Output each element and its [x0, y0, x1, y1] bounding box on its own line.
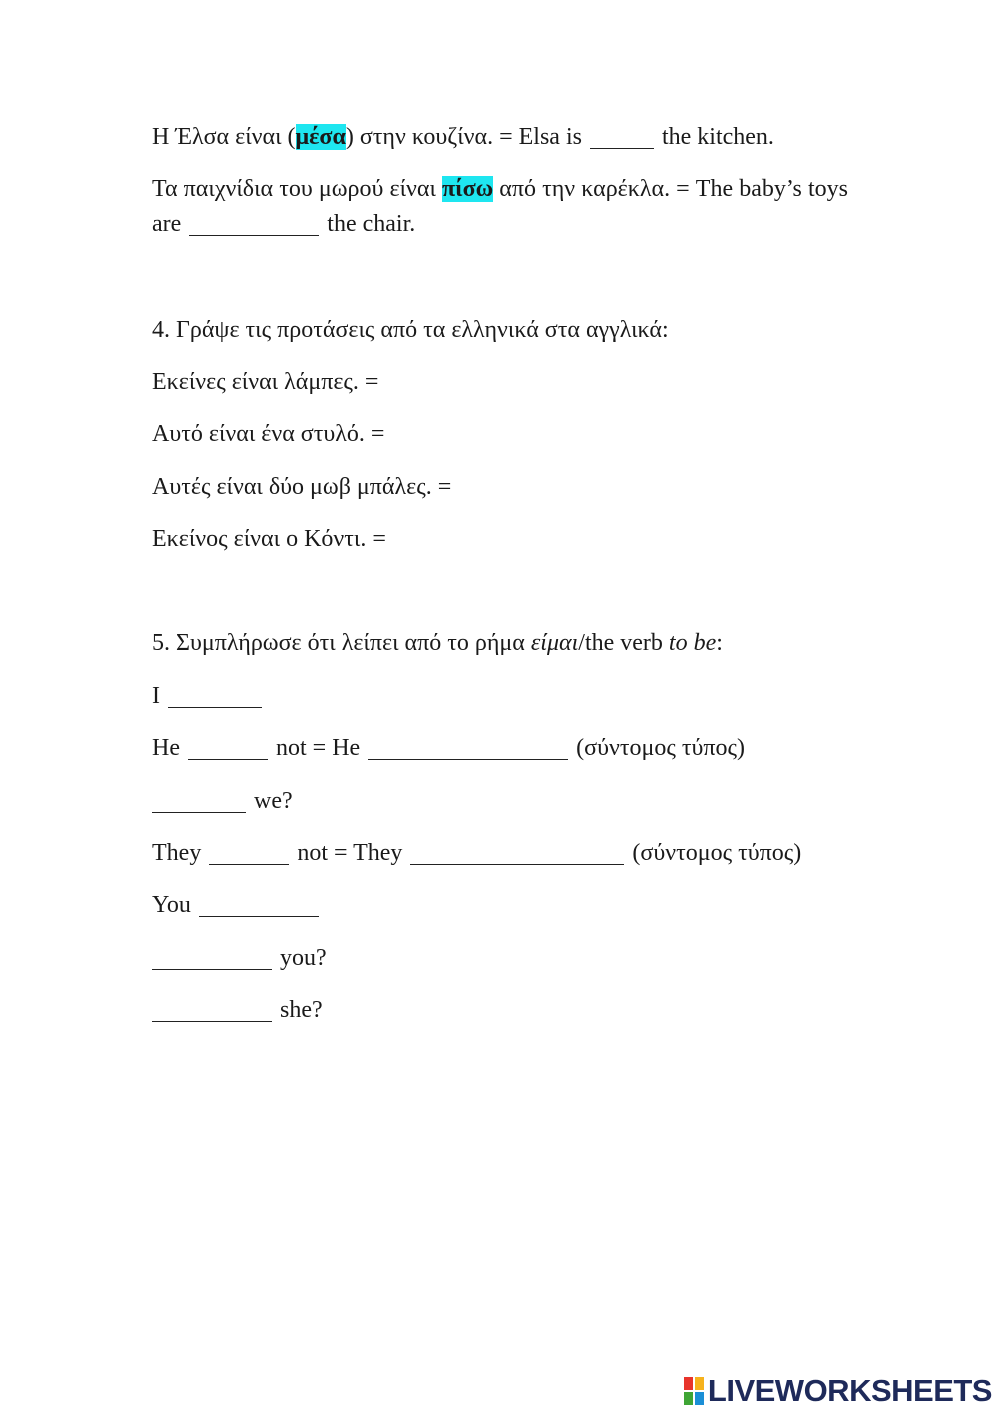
answer-blank-q5-3[interactable]	[152, 790, 246, 813]
answer-blank-q5-1[interactable]	[168, 685, 262, 708]
q5-row-3: we?	[152, 786, 293, 816]
q5-row-4: They not = They (σύντομος τύπος)	[152, 840, 802, 866]
answer-blank-q3-2[interactable]	[189, 213, 319, 236]
q5-row-2: He not = He (σύντομος τύπος)	[152, 735, 745, 761]
answer-field-q4-4[interactable]	[394, 528, 814, 551]
answer-blank-q5-6[interactable]	[152, 947, 272, 970]
q5-title: 5. Συμπλήρωσε ότι λείπει από το ρήμα είμαι/the verb to be:	[152, 630, 723, 656]
q4-item-3: Αυτές είναι δύο μωβ μπάλες. =	[152, 472, 801, 502]
q4-item-1: Εκείνες είναι λάμπες. =	[152, 367, 818, 397]
q4-title: 4. Γράψε τις προτάσεις από τα ελληνικά στα αγγλικά:	[152, 317, 669, 343]
answer-blank-q5-2a[interactable]	[188, 737, 268, 760]
answer-field-q4-3[interactable]	[459, 476, 799, 499]
q5-row-6: you?	[152, 943, 327, 973]
highlight-word: πίσω	[442, 176, 494, 202]
logo-text: LIVEWORKSHEETS	[707, 1373, 992, 1408]
q5-row-5: You	[152, 890, 321, 920]
highlight-word: μέσα	[295, 124, 346, 150]
answer-field-q4-2[interactable]	[392, 423, 822, 446]
answer-blank-q5-5[interactable]	[199, 894, 319, 917]
answer-blank-q3-1[interactable]	[590, 126, 654, 149]
q5-row-1: I	[152, 681, 264, 711]
answer-blank-q5-2b[interactable]	[368, 737, 568, 760]
answer-blank-q5-4a[interactable]	[209, 842, 289, 865]
q4-item-4: Εκείνος είναι ο Κόντι. =	[152, 524, 816, 554]
q5-row-7: she?	[152, 995, 323, 1025]
q4-item-2: Αυτό είναι ένα στυλό. =	[152, 419, 824, 449]
answer-blank-q5-4b[interactable]	[410, 842, 624, 865]
q3-sentence-1: Η Έλσα είναι (μέσα) στην κουζίνα. = Elsa is the kitchen.	[152, 124, 774, 150]
q3-sentence-2: Τα παιχνίδια του μωρού είναι πίσω από την καρέκλα. = The baby’s toys are the chair.	[152, 176, 848, 237]
answer-blank-q5-7[interactable]	[152, 999, 272, 1022]
logo-mark-icon	[684, 1377, 704, 1405]
liveworksheets-logo	[684, 1373, 992, 1409]
answer-field-q4-1[interactable]	[386, 371, 816, 394]
